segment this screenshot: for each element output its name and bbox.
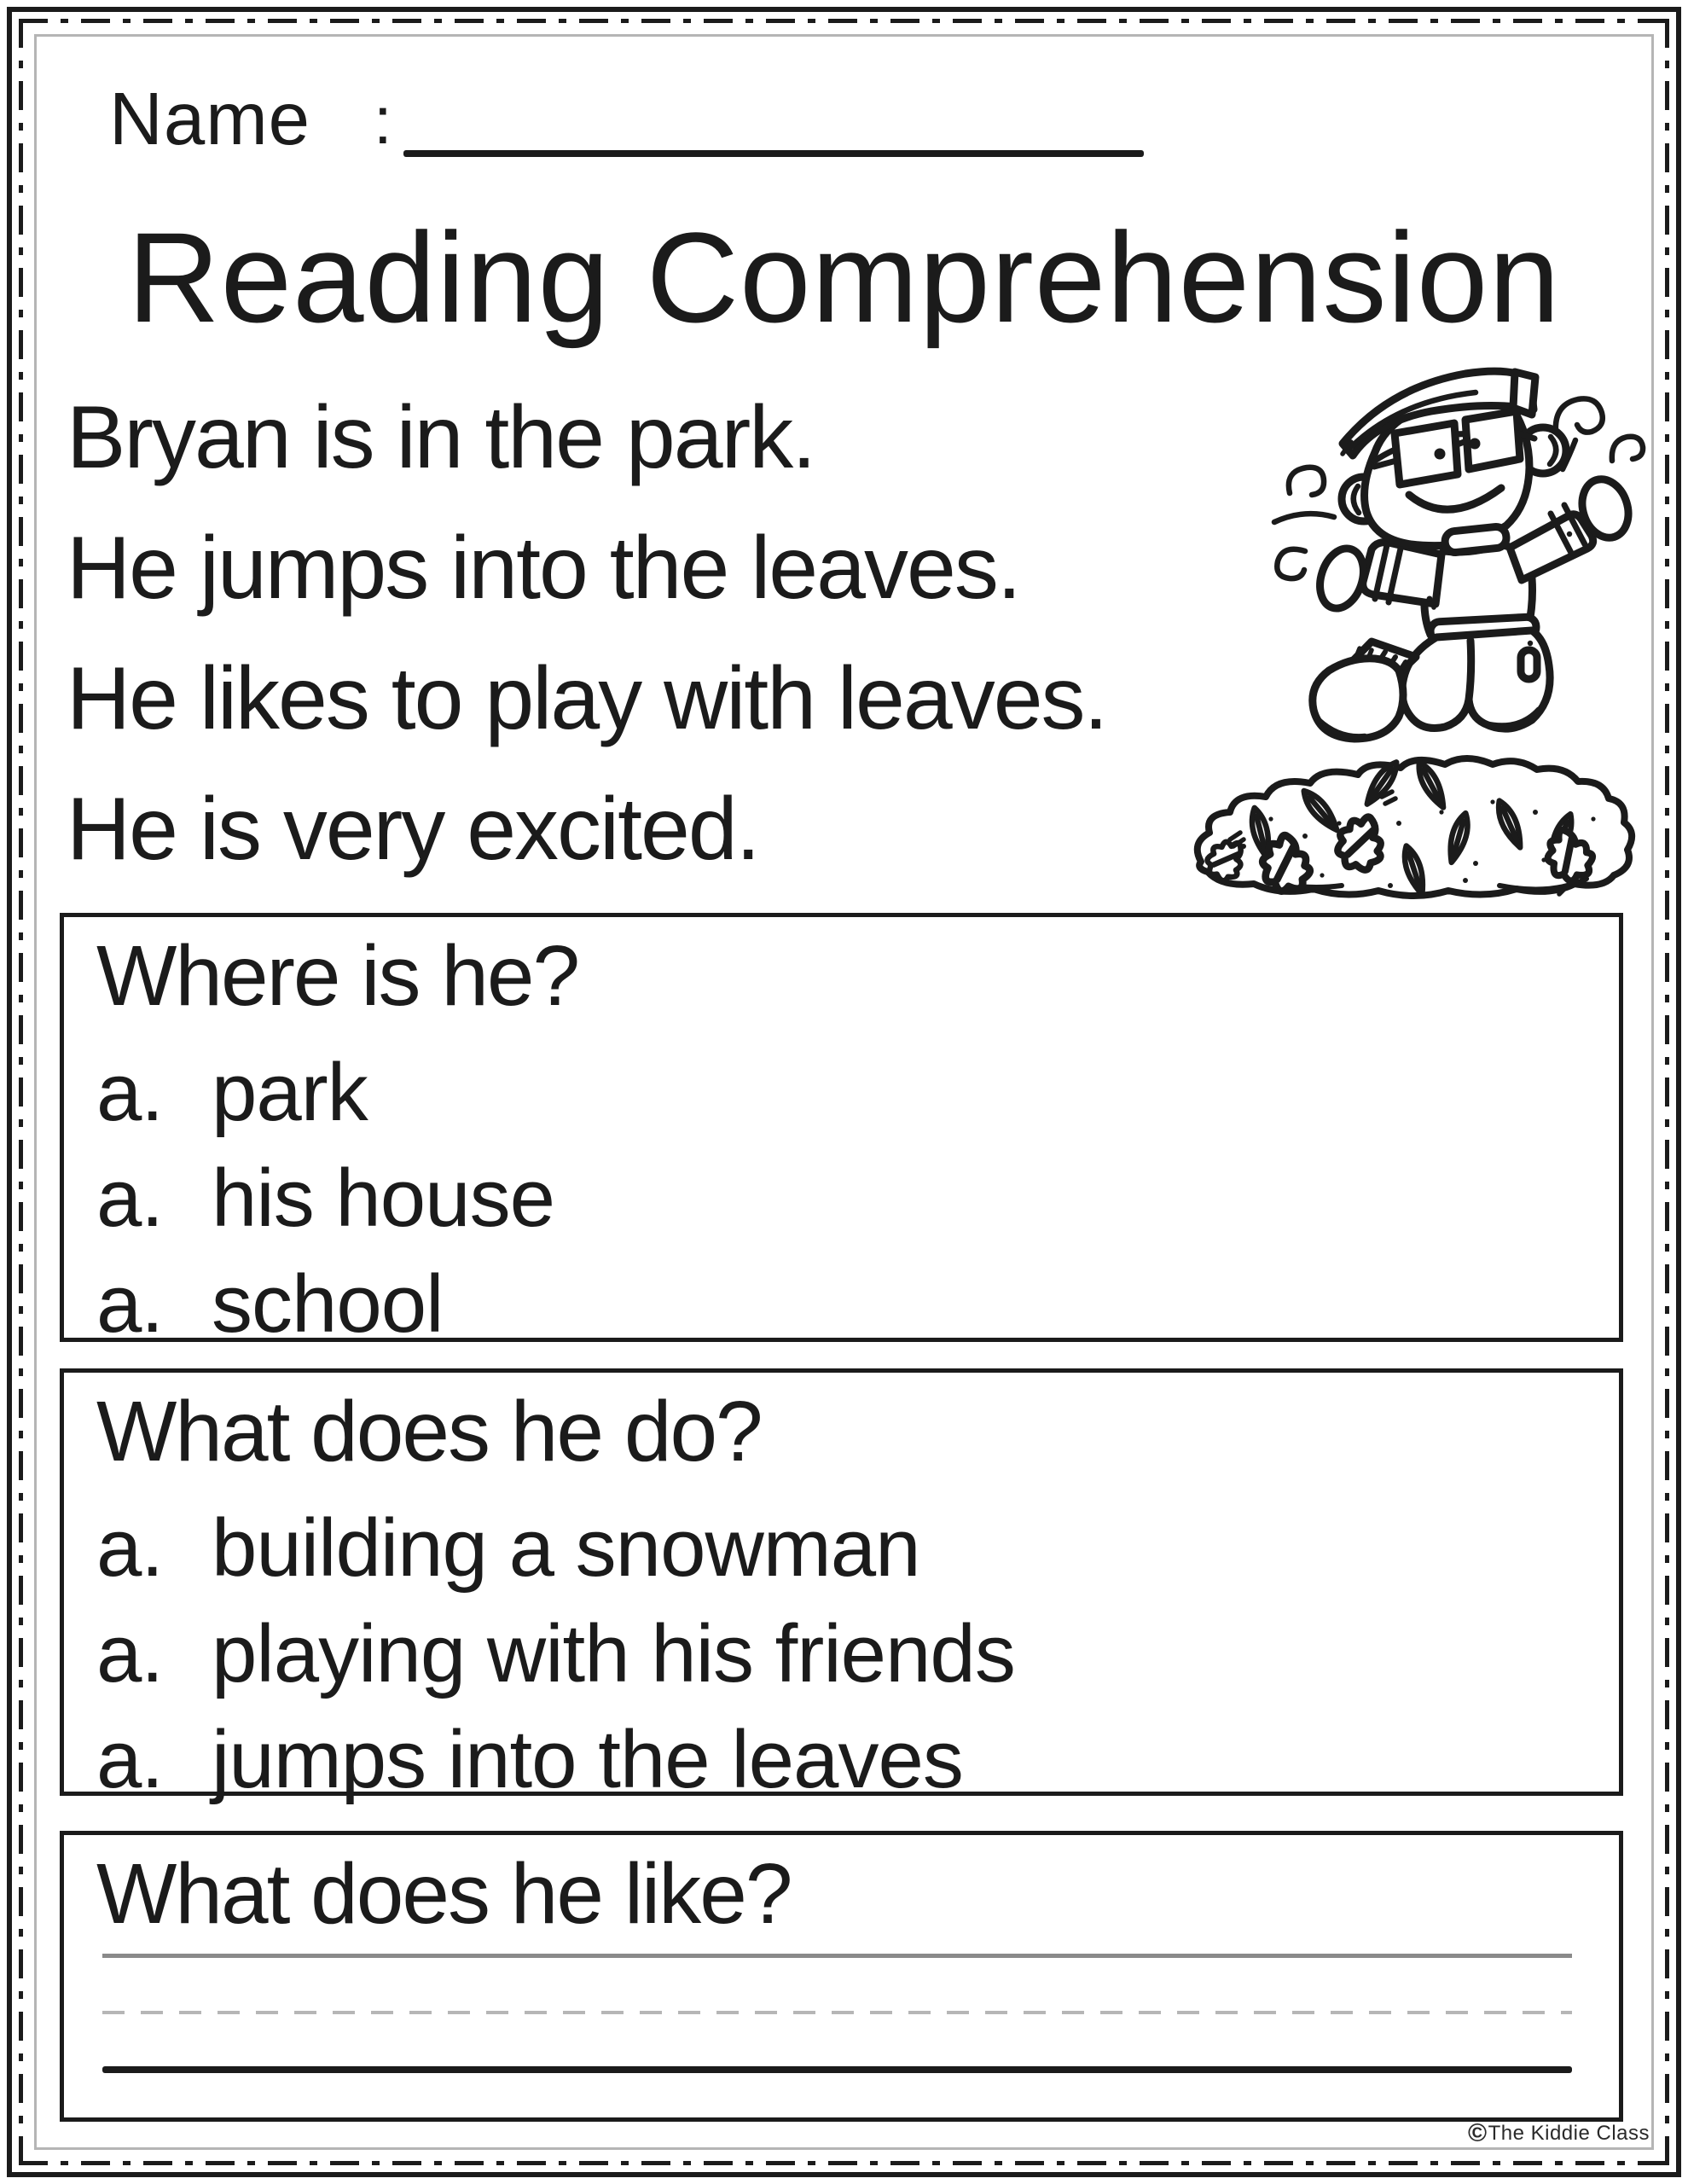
writing-line-top[interactable] xyxy=(102,1954,1572,1958)
page-title: Reading Comprehension xyxy=(127,206,1561,349)
answer-option[interactable] xyxy=(96,1153,1585,1243)
option-marker: a. xyxy=(96,1608,164,1699)
question-box-3 xyxy=(60,1831,1623,2122)
option-marker: a. xyxy=(96,1153,164,1244)
option-text: building a snowman xyxy=(212,1502,920,1594)
name-label: Name xyxy=(109,78,311,160)
question-box-2 xyxy=(60,1368,1623,1805)
dash-border-bottom xyxy=(19,2161,1669,2165)
question-prompt: What does he do? xyxy=(96,1384,762,1479)
jumping-boy-clipart xyxy=(1313,371,1636,739)
brand-name: The Kiddie Class xyxy=(1488,2122,1650,2145)
option-marker: a. xyxy=(96,1714,164,1805)
question-prompt: What does he like? xyxy=(96,1846,792,1942)
writing-line-middle-dashed[interactable] xyxy=(102,2011,1572,2014)
option-marker: a. xyxy=(96,1047,164,1138)
passage-line: He likes to play with leaves. xyxy=(67,649,1107,748)
question-box-1 xyxy=(60,913,1623,1350)
name-fill-in-line[interactable] xyxy=(403,150,1144,157)
option-text: school xyxy=(212,1258,444,1350)
writing-line-bottom[interactable] xyxy=(102,2066,1572,2073)
answer-option[interactable] xyxy=(96,1048,1585,1137)
option-text: jumps into the leaves xyxy=(212,1714,963,1805)
passage-line: Bryan is in the park. xyxy=(67,388,815,487)
answer-option[interactable] xyxy=(96,1503,1585,1593)
brand-credit xyxy=(1468,2119,1650,2148)
option-marker: a. xyxy=(96,1502,164,1594)
question-prompt: Where is he? xyxy=(96,928,579,1024)
option-text: park xyxy=(212,1047,368,1138)
option-text: his house xyxy=(212,1153,554,1244)
answer-option[interactable] xyxy=(96,1259,1585,1349)
reading-passage xyxy=(67,373,1106,895)
name-colon: : xyxy=(374,83,392,158)
passage-line: He is very excited. xyxy=(67,780,759,879)
answer-option[interactable] xyxy=(96,1715,1585,1804)
answer-option[interactable] xyxy=(96,1609,1585,1699)
option-text: playing with his friends xyxy=(212,1608,1015,1699)
passage-line: He jumps into the leaves. xyxy=(67,519,1020,618)
copyright-icon: © xyxy=(1467,2119,1488,2147)
leaf-pile-clipart xyxy=(1198,758,1632,897)
option-marker: a. xyxy=(96,1258,164,1350)
worksheet-illustration xyxy=(1184,358,1649,911)
dash-border-top xyxy=(19,19,1669,23)
